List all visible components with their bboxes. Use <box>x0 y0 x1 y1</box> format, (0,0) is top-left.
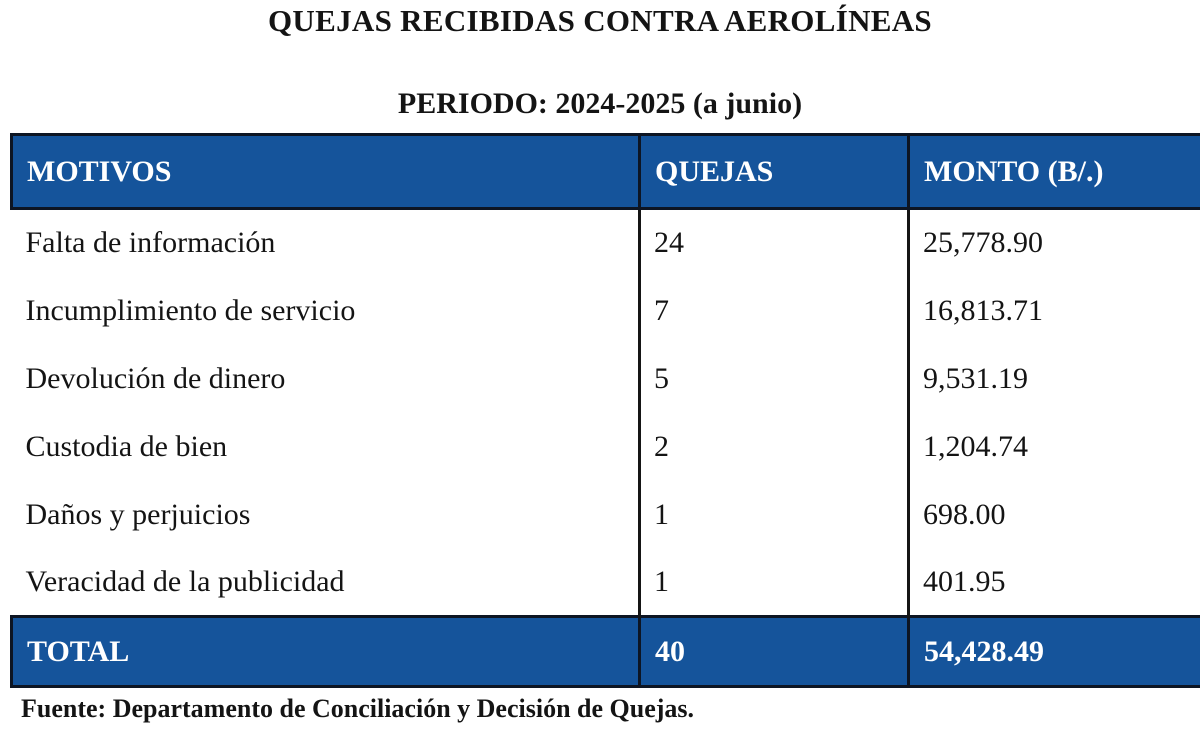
total-monto: 54,428.49 <box>909 617 1200 687</box>
cell-quejas: 1 <box>640 481 909 549</box>
cell-motivo: Daños y perjuicios <box>12 481 640 549</box>
column-header-motivos: MOTIVOS <box>12 135 640 209</box>
table-header-row <box>12 135 1200 209</box>
total-quejas: 40 <box>640 617 909 687</box>
cell-monto: 9,531.19 <box>909 345 1200 413</box>
document-title: QUEJAS RECIBIDAS CONTRA AEROLÍNEAS <box>268 3 932 38</box>
cell-monto: 1,204.74 <box>909 413 1200 481</box>
document-subtitle: PERIODO: 2024-2025 (a junio) <box>397 87 803 120</box>
source-note: Fuente: Departamento de Conciliación y Decisión de Quejas. <box>21 694 695 723</box>
cell-motivo: Falta de información <box>12 209 640 277</box>
cell-quejas: 24 <box>640 209 909 277</box>
cell-motivo: Incumplimiento de servicio <box>12 277 640 345</box>
cell-motivo: Veracidad de la publicidad <box>12 549 640 617</box>
table-row <box>12 481 1200 549</box>
total-label: TOTAL <box>12 617 640 687</box>
table-total-row <box>12 617 1200 687</box>
table-row <box>12 413 1200 481</box>
cell-motivo: Devolución de dinero <box>12 345 640 413</box>
table-row <box>12 277 1200 345</box>
cell-monto: 401.95 <box>909 549 1200 617</box>
table-row <box>12 549 1200 617</box>
complaints-table <box>10 133 1200 688</box>
cell-quejas: 5 <box>640 345 909 413</box>
cell-quejas: 7 <box>640 277 909 345</box>
column-header-quejas: QUEJAS <box>640 135 909 209</box>
table-row <box>12 345 1200 413</box>
cell-monto: 16,813.71 <box>909 277 1200 345</box>
cell-monto: 25,778.90 <box>909 209 1200 277</box>
cell-motivo: Custodia de bien <box>12 413 640 481</box>
cell-quejas: 2 <box>640 413 909 481</box>
cell-quejas: 1 <box>640 549 909 617</box>
table-row <box>12 209 1200 277</box>
column-header-monto: MONTO (B/.) <box>909 135 1200 209</box>
cell-monto: 698.00 <box>909 481 1200 549</box>
